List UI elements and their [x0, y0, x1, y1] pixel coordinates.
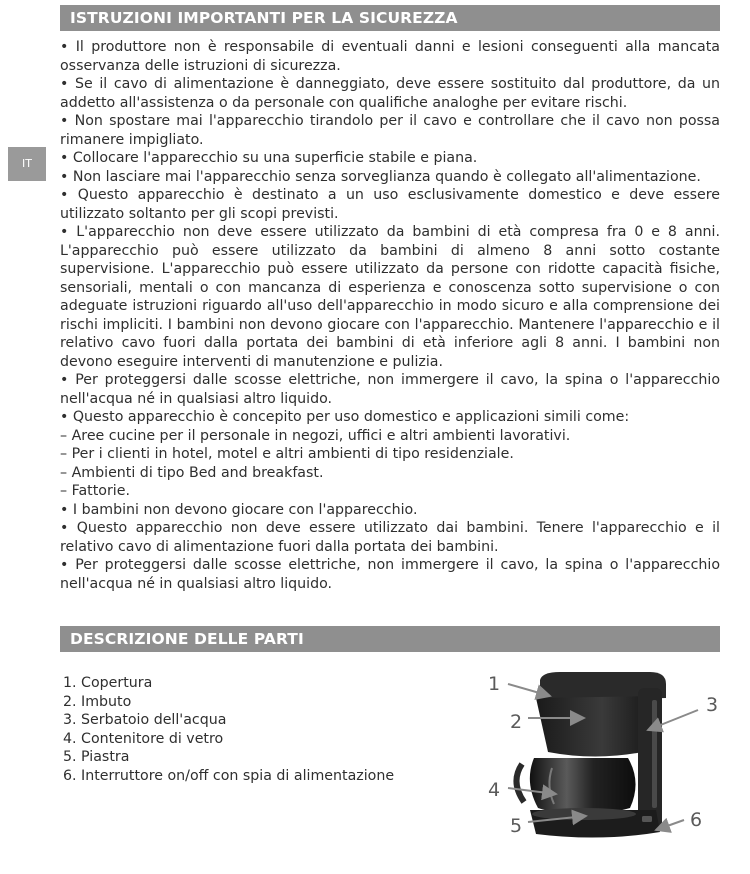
- safety-paragraph: • Questo apparecchio non deve essere utilizzato dai bambini. Tenere l'apparecchio e il relativo cavo di alimentazione fuori dalla portata dei bambini.: [60, 520, 720, 555]
- safety-paragraph: • L'apparecchio non deve essere utilizzato da bambini di età compresa fra 0 e 8 anni. L'apparecchio può essere utilizzato da bambini di almeno 8 anni sotto costante supervisione. L'apparecchio può essere utilizzato da persone con ridotte capacità fisiche, sensoriali, mentali o con mancanza di esperienza e conoscenza sotto supervisione o con adeguate istruzioni riguardo all'uso dell'apparecchio in modo sicuro e alla comprensione dei rischi impliciti. I bambini non devono giocare con l'apparecchio. Mantenere l'apparecchio e il relativo cavo fuori dalla portata dei bambini di età inferiore agli 8 anni. I bambini non devono eseguire interventi di manutenzione e pulizia.: [60, 224, 720, 370]
- safety-paragraph: – Aree cucine per il personale in negozi, uffici e altri ambienti lavorativi.: [60, 427, 571, 444]
- callout-1: 1: [488, 673, 501, 695]
- safety-paragraph: – Per i clienti in hotel, motel e altri ambienti di tipo residenziale.: [60, 446, 514, 462]
- safety-paragraph: • Non spostare mai l'apparecchio tirandolo per il cavo e controllare che il cavo non possa rimanere impigliato.: [60, 113, 720, 148]
- safety-instructions: [60, 38, 720, 593]
- callout-6: 6: [690, 809, 703, 831]
- language-tab: IT: [8, 147, 46, 181]
- callout-3: 3: [706, 694, 719, 716]
- safety-paragraph: – Fattorie.: [60, 483, 130, 499]
- safety-paragraph: • Il produttore non è responsabile di eventuali danni e lesioni conseguenti alla mancata osservanza delle istruzioni di sicurezza.: [60, 39, 720, 74]
- part-item: 4. Contenitore di vetro: [63, 730, 224, 747]
- part-item: 2. Imbuto: [63, 693, 132, 710]
- part-item: 5. Piastra: [63, 749, 130, 765]
- safety-paragraph: • Se il cavo di alimentazione è danneggiato, deve essere sostituito dal produttore, da un addetto all'assistenza o da personale con qualifiche analoghe per evitare rischi.: [60, 76, 720, 111]
- safety-paragraph: • Per proteggersi dalle scosse elettriche, non immergere il cavo, la spina o l'apparecchio nell'acqua né in qualsiasi altro liquido.: [60, 557, 720, 592]
- part-item: 1. Copertura: [63, 675, 153, 691]
- safety-paragraph: • I bambini non devono giocare con l'apparecchio.: [60, 501, 418, 518]
- parts-heading: DESCRIZIONE DELLE PARTI: [60, 626, 720, 652]
- safety-paragraph: • Questo apparecchio è concepito per uso domestico e applicazioni simili come:: [60, 409, 630, 425]
- callout-4: 4: [488, 779, 501, 801]
- safety-paragraph: • Collocare l'apparecchio su una superficie stabile e piana.: [60, 150, 478, 166]
- safety-paragraph: – Ambienti di tipo Bed and breakfast.: [60, 464, 324, 481]
- coffee-maker-diagram: [480, 658, 730, 858]
- coffee-maker-illustration: [516, 672, 666, 838]
- callout-5: 5: [510, 815, 523, 837]
- safety-paragraph: • Non lasciare mai l'apparecchio senza sorveglianza quando è collegato all'alimentazione.: [60, 168, 701, 185]
- safety-paragraph: • Per proteggersi dalle scosse elettriche, non immergere il cavo, la spina o l'apparecchio nell'acqua né in qualsiasi altro liquido.: [60, 372, 720, 407]
- part-item: 3. Serbatoio dell'acqua: [63, 712, 227, 728]
- parts-list: [63, 674, 394, 785]
- safety-paragraph: • Questo apparecchio è destinato a un uso esclusivamente domestico e deve essere utilizzato soltanto per gli scopi previsti.: [60, 187, 720, 222]
- safety-heading: ISTRUZIONI IMPORTANTI PER LA SICUREZZA: [60, 5, 720, 31]
- part-item: 6. Interruttore on/off con spia di alimentazione: [63, 767, 395, 784]
- callout-2: 2: [510, 711, 523, 733]
